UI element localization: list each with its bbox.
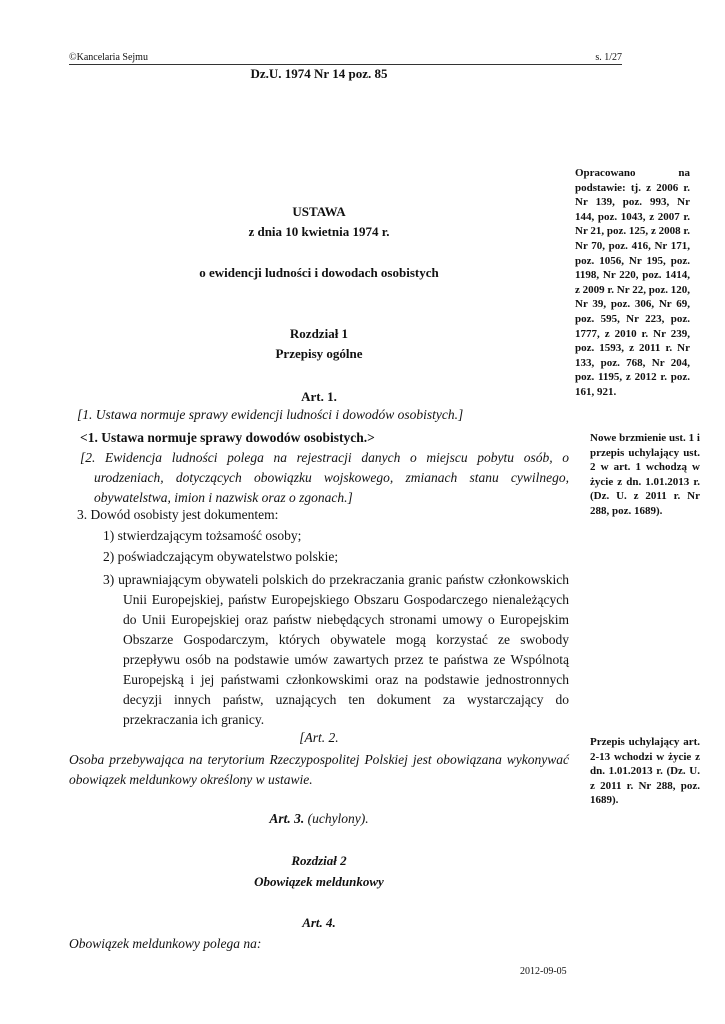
art-1-para-3-lead: 3. Dowód osobisty jest dokumentem: xyxy=(77,507,279,522)
art-4-heading: Art. 4. xyxy=(302,915,336,930)
footer-date: 2012-09-05 xyxy=(520,966,567,977)
art-3-heading: Art. 3. xyxy=(269,811,305,826)
art-1-para-1-new: <1. Ustawa normuje sprawy dowodów osobistych.> xyxy=(80,430,375,445)
sidenote-repeal: Przepis uchylający art. 2-13 wchodzi w życie z dn. 1.01.2013 r. (Dz. U. z 2011 r. Nr 288, poz. 1689). xyxy=(590,736,700,807)
header-rule xyxy=(69,64,622,65)
art-1-item-2: 2) poświadczającym obywatelstwo polskie; xyxy=(103,549,339,564)
art-4-text: Obowiązek meldunkowy polega na: xyxy=(69,936,262,951)
art-3-note: (uchylony). xyxy=(307,811,369,826)
art-3 xyxy=(69,811,569,827)
sidenote-basis: Opracowano na podstawie: tj. z 2006 r. Nr 139, poz. 993, Nr 144, poz. 1043, z 2007 r. Nr 21, poz. 125, z 2008 r. Nr 70, poz. 416, Nr 171, poz. 1056, Nr 195, poz. 1198, Nr 220, poz. 1414, z 2009 r. Nr 22, poz. 120, Nr 39, poz. 306, Nr 69, poz. 595, Nr 223, poz. 1777, z 2010 r. Nr 239, poz. 1593, z 2011 r. Nr 133, poz. 768, Nr 204, poz. 1195, z 2012 r. poz. 161, 921. xyxy=(575,167,690,398)
act-subject: o ewidencji ludności i dowodach osobistych xyxy=(199,265,439,280)
art-1-para-2-text: [2. Ewidencja ludności polega na rejestracji danych o miejscu pobytu osób, o urodzeniach, dotyczących obowiązku wojskowego, zmianach stanu cywilnego, obywatelstwa, imion i nazwisk oraz o zgonach.] xyxy=(80,450,569,505)
chapter-1-number: Rozdział 1 xyxy=(289,326,349,341)
act-type: USTAWA xyxy=(292,204,346,219)
art-1-para-1-old: [1. Ustawa normuje sprawy ewidencji ludności i dowodów osobistych.] xyxy=(77,407,464,422)
header-publisher: ©Kancelaria Sejmu xyxy=(69,52,148,63)
art-2-text: Osoba przebywająca na terytorium Rzeczypospolitej Polskiej jest obowiązana wykonywać obowiązek meldunkowy określony w ustawie. xyxy=(69,752,569,787)
sidenote-new-wording: Nowe brzmienie ust. 1 i przepis uchylający ust. 2 w art. 1 wchodzą w życie z dn. 1.01.2013 r. (Dz. U. z 2011 r. Nr 288, poz. 1689). xyxy=(590,432,700,517)
chapter-2-name: Obowiązek meldunkowy xyxy=(254,874,384,889)
art-1-item-3: 3) uprawniającym obywateli polskich do przekraczania granic państw członkowskich Unii Europejskiej, państw Europejskiego Obszaru Gospodarczego nienależących do Unii Europejskiej oraz państw niebędących stronami umowy o Europejskim Obszarze Gospodarczym, których obywatele mogą korzystać ze swobody przepływu osób na podstawie umów zawartych przez te państwa ze Wspólnotą Europejską i jej państwami członkowskimi oraz na podstawie jednostronnych decyzji innych państw, uznających ten dokument za wystarczający do przekraczania ich granicy. xyxy=(103,572,569,727)
source-citation: Dz.U. 1974 Nr 14 poz. 85 xyxy=(250,66,388,81)
page-number: s. 1/27 xyxy=(595,52,622,63)
act-date: z dnia 10 kwietnia 1974 r. xyxy=(248,224,390,239)
art-1-item-1: 1) stwierdzającym tożsamość osoby; xyxy=(103,528,302,543)
art-1-para-2 xyxy=(80,448,569,508)
art-2-heading: [Art. 2. xyxy=(299,730,339,745)
chapter-2-number: Rozdział 2 xyxy=(291,853,347,868)
chapter-1-name: Przepisy ogólne xyxy=(275,346,363,361)
art-1-heading: Art. 1. xyxy=(301,389,337,404)
